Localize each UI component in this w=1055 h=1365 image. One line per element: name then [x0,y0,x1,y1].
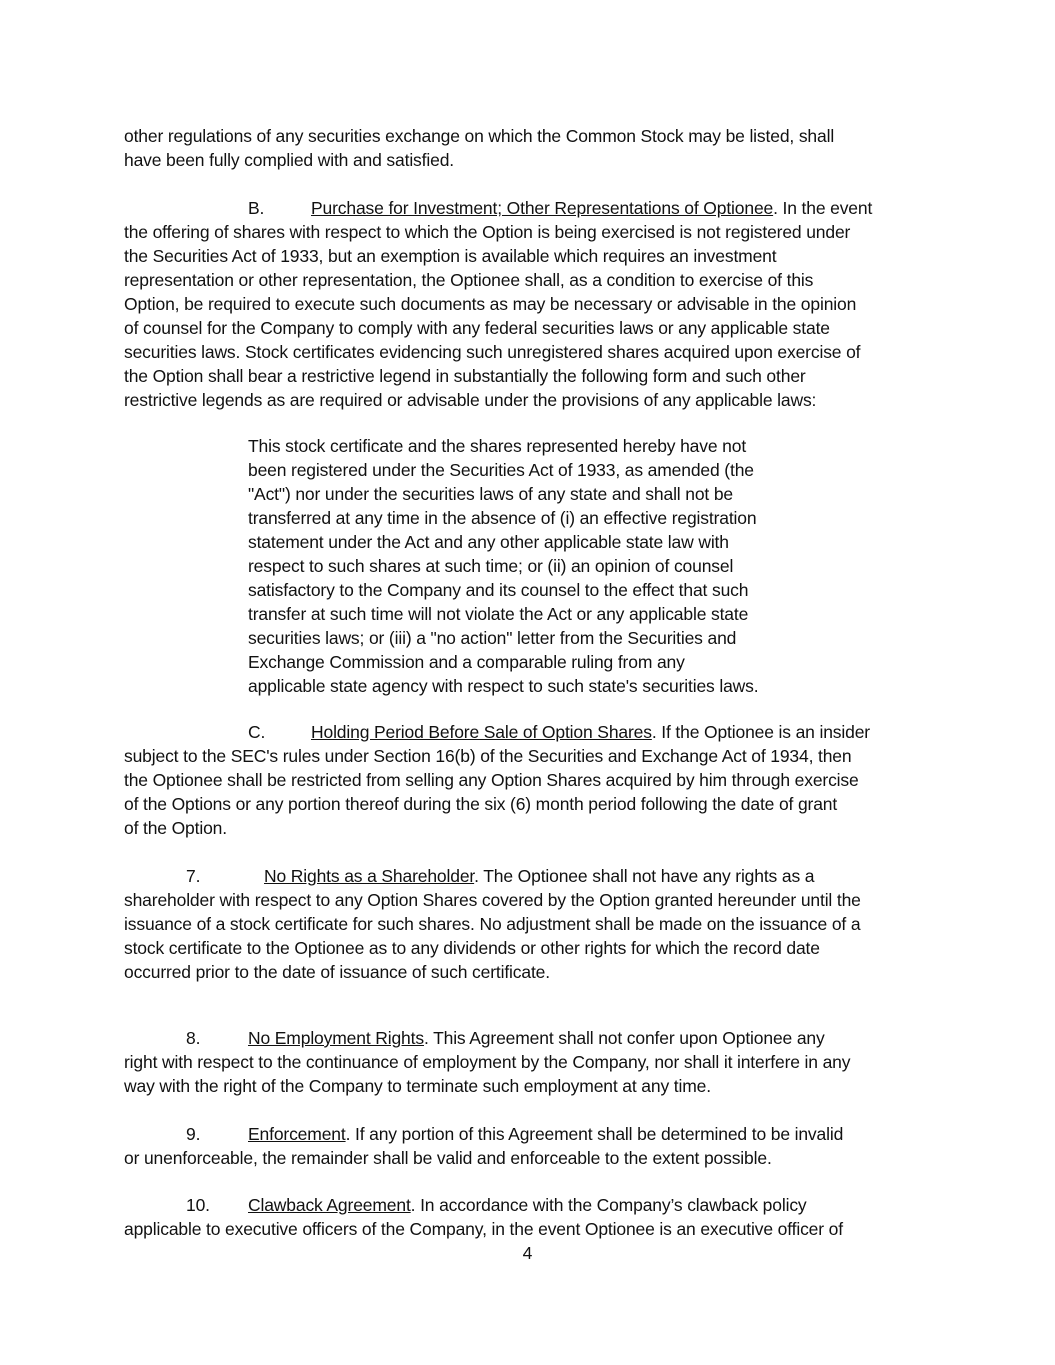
para-b-line: the offering of shares with respect to which the Option is being exercised is not registered under [124,222,851,242]
section-7-line: stock certificate to the Optionee as to any dividends or other rights for which the record date [124,938,820,958]
para-c-line: the Optionee shall be restricted from selling any Option Shares acquired by him through exercise [124,770,859,790]
page-number: 4 [522,1243,533,1263]
para-b-line: representation or other representation, the Optionee shall, as a condition to exercise of this [124,270,814,290]
section-10-number: 10. [186,1195,210,1215]
section-7-line: occurred prior to the date of issuance of such certificate. [124,962,550,982]
para-b-first-line-rest: . In the event [773,198,873,218]
para-b-line: the Option shall bear a restrictive legend in substantially the following form and such other [124,366,806,386]
legend-line: transferred at any time in the absence of (i) an effective registration [248,508,757,528]
section-8-heading: No Employment Rights [248,1028,424,1048]
section-8-line: right with respect to the continuance of employment by the Company, nor shall it interfere in any [124,1052,851,1072]
section-8-number: 8. [186,1028,201,1048]
para-c-line: subject to the SEC's rules under Section 16(b) of the Securities and Exchange Act of 1934, then [124,746,852,766]
legend-line: respect to such shares at such time; or (ii) an opinion of counsel [248,556,734,576]
para-c-letter: C. [248,722,266,742]
para-c-line: of the Option. [124,818,227,838]
legend-line: securities laws; or (iii) a "no action" letter from the Securities and [248,628,737,648]
legend-line: been registered under the Securities Act of 1933, as amended (the [248,460,754,480]
section-9-first-line-rest: . If any portion of this Agreement shall be determined to be invalid [345,1124,844,1144]
section-10-heading: Clawback Agreement [248,1195,411,1215]
section-10-first-line [248,1193,807,1217]
section-9-line: or unenforceable, the remainder shall be valid and enforceable to the extent possible. [124,1148,772,1168]
section-9-heading: Enforcement [248,1124,346,1144]
para-b-heading: Purchase for Investment; Other Representations of Optionee [311,198,774,218]
section-7-line: issuance of a stock certificate for such shares. No adjustment shall be made on the issuance of a [124,914,861,934]
legend-line: Exchange Commission and a comparable ruling from any [248,652,685,672]
para-b-first-line [311,196,872,220]
legend-line: "Act") nor under the securities laws of any state and shall not be [248,484,734,504]
para-b-line: the Securities Act of 1933, but an exemption is available which requires an investment [124,246,777,266]
legend-line: satisfactory to the Company and its counsel to the effect that such [248,580,749,600]
para-c-line: of the Options or any portion thereof during the six (6) month period following the date of grant [124,794,838,814]
section-9-first-line [248,1122,843,1146]
section-7-first-line-rest: . The Optionee shall not have any rights as a [474,866,815,886]
para-a-line: other regulations of any securities exchange on which the Common Stock may be listed, shall [124,126,835,146]
section-7-number: 7. [186,866,201,886]
section-8-first-line-rest: . This Agreement shall not confer upon Optionee any [423,1028,825,1048]
section-8-line: way with the right of the Company to terminate such employment at any time. [124,1076,711,1096]
legend-line: transfer at such time will not violate the Act or any applicable state [248,604,749,624]
section-7-heading: No Rights as a Shareholder [264,866,475,886]
para-b-line: securities laws. Stock certificates evidencing such unregistered shares acquired upon exercise of [124,342,861,362]
section-8-first-line [248,1026,825,1050]
legend-line: This stock certificate and the shares represented hereby have not [248,436,747,456]
para-a-line: have been fully complied with and satisfied. [124,150,454,170]
section-10-first-line-rest: . In accordance with the Company’s clawback policy [410,1195,807,1215]
legend-line: statement under the Act and any other applicable state law with [248,532,729,552]
section-7-line: shareholder with respect to any Option Shares covered by the Option granted hereunder until the [124,890,861,910]
legend-line: applicable state agency with respect to such state's securities laws. [248,676,759,696]
para-b-line: of counsel for the Company to comply with any federal securities laws or any applicable state [124,318,830,338]
para-b-line: Option, be required to execute such documents as may be necessary or advisable in the opinion [124,294,857,314]
para-c-first-line-rest: . If the Optionee is an insider [651,722,870,742]
para-b-line: restrictive legends as are required or advisable under the provisions of any applicable laws: [124,390,817,410]
para-b-letter: B. [248,198,265,218]
section-10-line: applicable to executive officers of the Company, in the event Optionee is an executive officer of [124,1219,843,1239]
section-9-number: 9. [186,1124,201,1144]
para-c-first-line [311,720,870,744]
para-c-heading: Holding Period Before Sale of Option Shares [311,722,652,742]
section-7-first-line [264,864,814,888]
